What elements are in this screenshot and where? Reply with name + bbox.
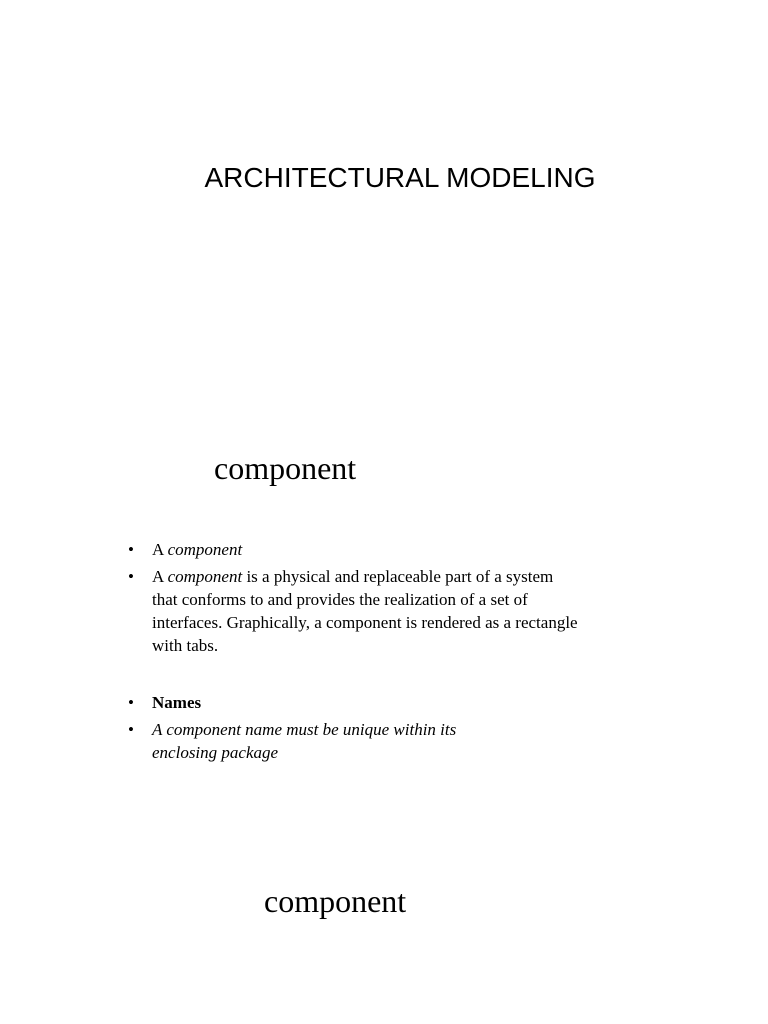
list-item	[128, 565, 648, 657]
bullet-prefix: A	[152, 540, 168, 559]
page-title: ARCHITECTURAL MODELING	[204, 162, 596, 193]
section-heading-component: component	[214, 450, 357, 486]
bullet-prefix: A	[152, 567, 168, 586]
definition-line-1: is a physical and replaceable part of a system	[242, 567, 554, 586]
bullet-term: component	[167, 567, 243, 586]
list-item	[128, 718, 648, 764]
list-item	[128, 691, 648, 714]
list-item	[128, 538, 648, 561]
component-bullet-list	[128, 538, 648, 661]
bullet-icon: •	[128, 567, 134, 586]
names-label: Names	[152, 693, 202, 712]
definition-line-3: interfaces. Graphically, a component is rendered as a rectangle	[152, 613, 578, 632]
bullet-icon: •	[128, 540, 134, 559]
bullet-icon: •	[128, 693, 134, 712]
section-heading-component-2: component	[264, 883, 407, 919]
names-bullet-list	[128, 691, 648, 768]
names-rule-line-2: enclosing package	[152, 743, 279, 762]
definition-line-4: with tabs.	[152, 636, 219, 655]
bullet-term: component	[167, 540, 243, 559]
names-rule-line-1: A component name must be unique within its	[152, 720, 457, 739]
bullet-icon: •	[128, 720, 134, 739]
definition-line-2: that conforms to and provides the realization of a set of	[152, 590, 528, 609]
